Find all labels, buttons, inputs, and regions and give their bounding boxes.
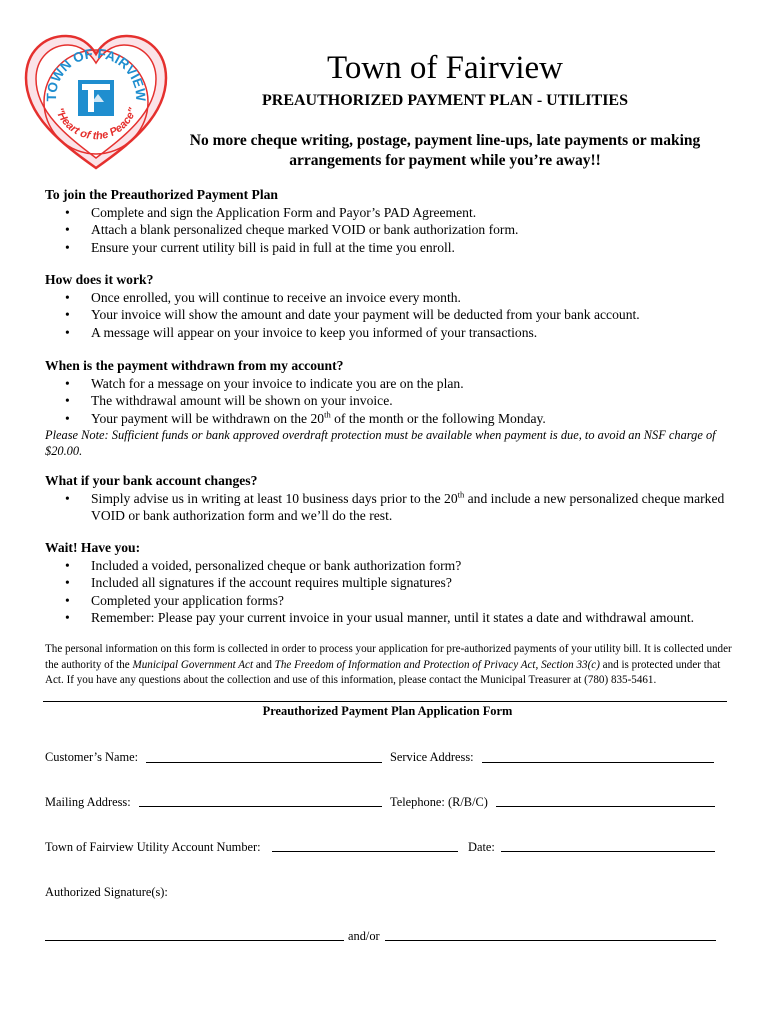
page-title: Town of Fairview <box>327 50 563 86</box>
service-address-field[interactable] <box>482 762 714 763</box>
list-item: • Included all signatures if the account requires multiple signatures? <box>45 574 735 592</box>
customer-name-field[interactable] <box>146 762 382 763</box>
tagline: No more cheque writing, postage, payment line-ups, late payments or making arrangements for payment while you’re away!! <box>189 132 701 169</box>
signature-field-1[interactable] <box>45 940 344 941</box>
list-item: • Attach a blank personalized cheque marked VOID or bank authorization form. <box>45 221 735 239</box>
nsf-note: Please Note: Sufficient funds or bank approved overdraft protection must be available when payment is due, to avoid an NSF charge of $20.00. <box>45 428 716 458</box>
signature-field-2[interactable] <box>385 940 716 941</box>
section-heading: When is the payment withdrawn from my account? <box>45 358 344 373</box>
mailing-address-label: Mailing Address: <box>45 795 131 809</box>
section-heading: Wait! Have you: <box>45 540 141 555</box>
telephone-label: Telephone: (R/B/C) <box>390 795 488 809</box>
list-item: • Simply advise us in writing at least 10 business days prior to the 20th and include a new personalized cheque marked VOID or bank authorization form and we’ll do the rest. <box>45 490 735 525</box>
service-address-label: Service Address: <box>390 750 474 764</box>
divider <box>43 701 727 702</box>
section-heading: What if your bank account changes? <box>45 473 258 488</box>
list-item: • Watch for a message on your invoice to indicate you are on the plan. <box>45 375 735 393</box>
list-item: • Complete and sign the Application Form and Payor’s PAD Agreement. <box>45 204 735 222</box>
signatures-label: Authorized Signature(s): <box>45 885 168 899</box>
date-label: Date: <box>468 840 495 854</box>
list-item: • The withdrawal amount will be shown on your invoice. <box>45 392 735 410</box>
telephone-field[interactable] <box>496 806 715 807</box>
section-wait <box>45 539 735 627</box>
logo-motto: "Heart of the Peace" <box>52 106 140 143</box>
list-item: • A message will appear on your invoice to keep you informed of your transactions. <box>45 324 735 342</box>
account-number-label: Town of Fairview Utility Account Number: <box>45 840 261 854</box>
list-item: • Ensure your current utility bill is paid in full at the time you enroll. <box>45 239 735 257</box>
section-bank <box>45 472 735 525</box>
list-item: • Your payment will be withdrawn on the 20th of the month or the following Monday. <box>45 410 735 428</box>
account-number-field[interactable] <box>272 851 458 852</box>
list-item: • Remember: Please pay your current invoice in your usual manner, until it states a date and withdrawal amount. <box>45 609 735 627</box>
list-item: • Completed your application forms? <box>45 592 735 610</box>
form-title: Preauthorized Payment Plan Application Form <box>262 704 513 718</box>
list-item: • Once enrolled, you will continue to receive an invoice every month. <box>45 289 735 307</box>
section-join <box>45 186 735 256</box>
mailing-address-field[interactable] <box>139 806 382 807</box>
section-how <box>45 271 735 341</box>
section-heading: How does it work? <box>45 272 154 287</box>
section-when <box>45 357 735 459</box>
privacy-statement: The personal information on this form is collected in order to process your application for pre-authorized payments of your utility bill. It is collected under the authority of the Municipal Government Act and The Freedom of Information and Protection of Privacy Act, Section 33(c) and is protected under that Act. If you have any questions about the collection and use of this information, please contact the Municipal Treasurer at (780) 835-5461. <box>45 643 732 686</box>
list-item: • Your invoice will show the amount and date your payment will be deducted from your bank account. <box>45 306 735 324</box>
list-item: • Included a voided, personalized cheque or bank authorization form? <box>45 557 735 575</box>
andor-label: and/or <box>348 929 380 943</box>
customer-name-label: Customer’s Name: <box>45 750 139 764</box>
date-field[interactable] <box>501 851 715 852</box>
town-logo <box>22 32 170 172</box>
section-heading: To join the Preauthorized Payment Plan <box>45 187 278 202</box>
page-subtitle: PREAUTHORIZED PAYMENT PLAN - UTILITIES <box>262 92 628 109</box>
logo-arc-text: TOWN OF FAIRVIEW <box>43 45 149 102</box>
